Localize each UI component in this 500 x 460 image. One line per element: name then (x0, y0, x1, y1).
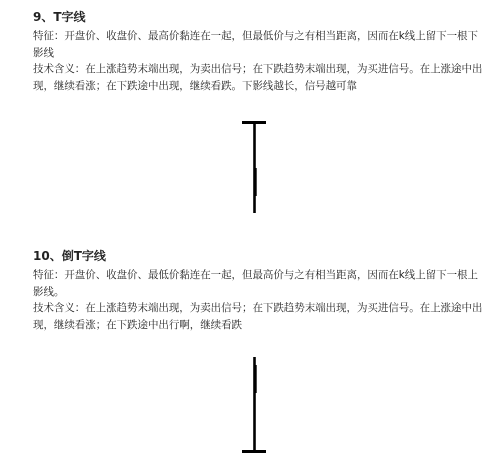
feature-text: 特征：开盘价、收盘价、最高价黏连在一起，但最低价与之有相当距离，因而在k线上留下一根下影线 (33, 30, 478, 59)
section-inverted-t-line (33, 248, 483, 333)
technical-meaning-text: 技术含义：在上涨趋势末端出现，为卖出信号；在下跌趋势末端出现，为买进信号。在上涨途中出现，继续看涨；在下跌途中出行啊，继续看跌 (33, 302, 483, 331)
section-title: 10、倒T字线 (33, 249, 106, 263)
feature-text: 特征：开盘价、收盘价、最低价黏连在一起，但最高价与之有相当距离，因而在k线上留下一根上影线。 (33, 269, 478, 298)
inverted-t-line-candlestick-figure (238, 353, 272, 458)
section-t-line (33, 9, 483, 94)
t-line-candlestick-figure (238, 118, 272, 218)
section-title: 9、T字线 (33, 10, 86, 24)
technical-meaning-text: 技术含义：在上涨趋势末端出现，为卖出信号；在下跌趋势末端出现，为买进信号。在上涨途中出现，继续看涨；在下跌途中出现，继续看跌。下影线越长，信号越可靠 (33, 63, 483, 92)
